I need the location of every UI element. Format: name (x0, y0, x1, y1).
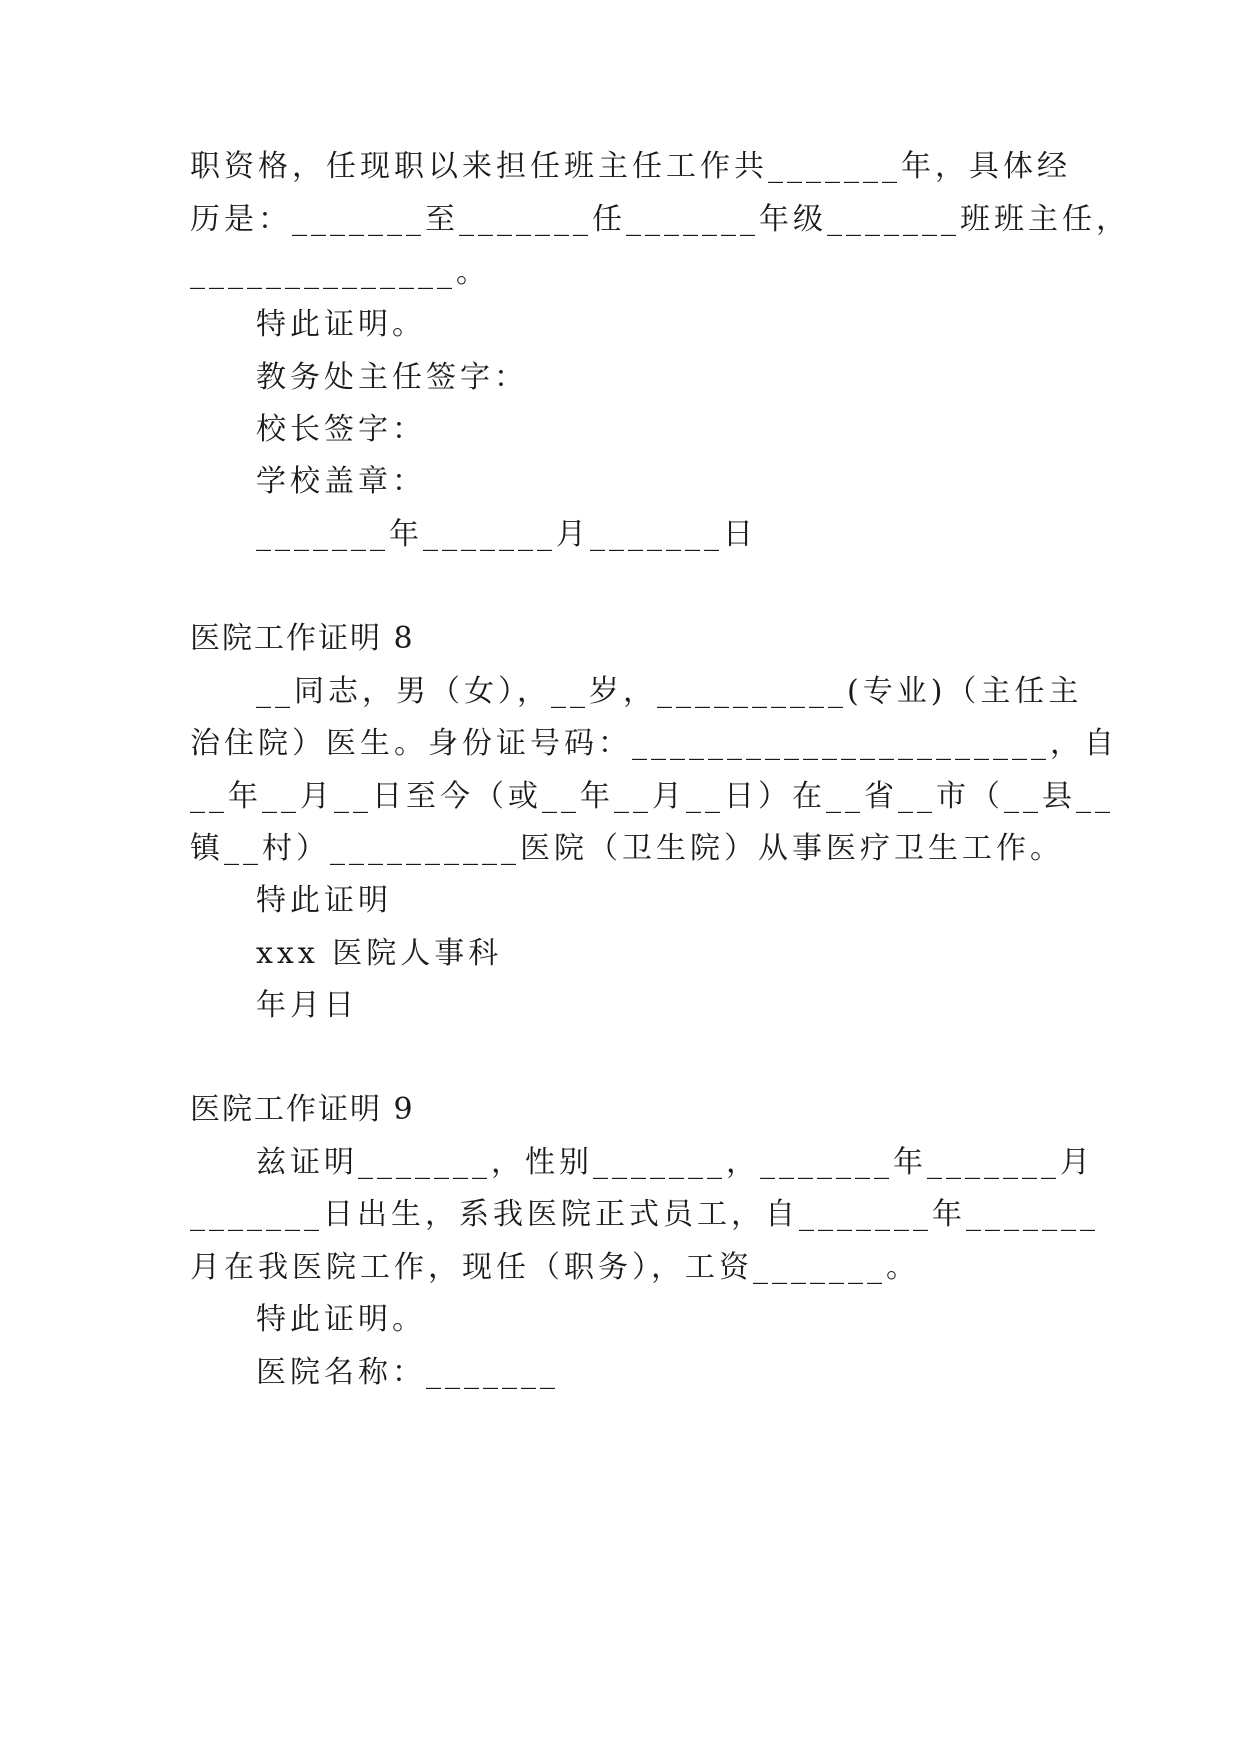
section-title: 医院工作证明 9 (190, 1092, 415, 1127)
paragraph-line: _______日出生，系我医院正式员工，自_______年_______ (190, 1197, 1099, 1232)
paragraph-line: 兹证明_______，性别_______，_______年_______月 (256, 1145, 1094, 1180)
certify-statement: 特此证明。 (256, 307, 426, 342)
date-line: _______年_______月_______日 (256, 517, 757, 552)
section-title: 医院工作证明 8 (190, 621, 415, 656)
paragraph-line: __年__月__日至今（或__年__月__日）在__省__市（__县__ (190, 779, 1114, 814)
dean-signature-label: 教务处主任签字： (256, 360, 528, 395)
department-label: xxx 医院人事科 (256, 936, 503, 971)
paragraph-line: 治住院）医生。身份证号码：______________________，自 (190, 726, 1118, 761)
paragraph-line: 职资格，任现职以来担任班主任工作共_______年，具体经 (190, 149, 1071, 184)
paragraph-line: __同志，男（女），__岁，__________(专业)（主任主 (256, 674, 1083, 709)
paragraph-line: ______________。 (190, 255, 490, 290)
date-line: 年月日 (256, 988, 358, 1023)
certify-statement: 特此证明 (256, 883, 392, 918)
hospital-name-label: 医院名称：_______ (256, 1355, 559, 1390)
school-seal-label: 学校盖章： (256, 464, 426, 499)
paragraph-line: 镇__村）__________医院（卫生院）从事医疗卫生工作。 (190, 831, 1064, 866)
certify-statement: 特此证明。 (256, 1302, 426, 1337)
paragraph-line: 历是：_______至_______任_______年级_______班班主任， (190, 202, 1130, 237)
principal-signature-label: 校长签字： (256, 412, 426, 447)
paragraph-line: 月在我医院工作，现任（职务），工资_______。 (190, 1250, 920, 1285)
